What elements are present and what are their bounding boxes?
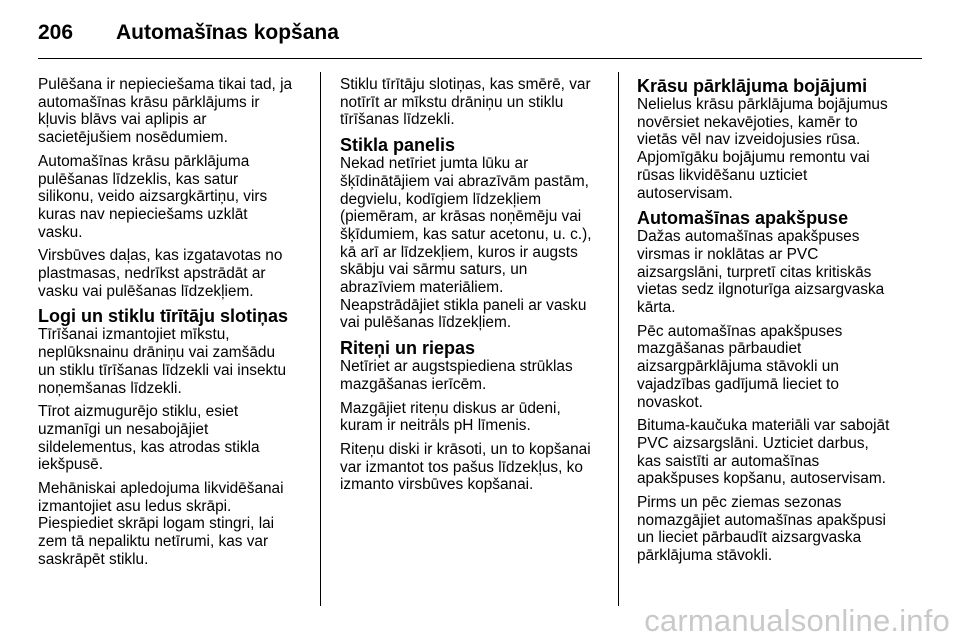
section-heading-underbody: Automašīnas apakšpuse [637, 208, 849, 229]
paragraph: Stiklu tīrītāju slotiņas, kas smērē, var notīrīt ar mīkstu drāniņu un stiklu tīrīšanas līdzekli. [340, 76, 591, 129]
paragraph: Bituma-kaučuka materiāli var sabojāt PVC aizsargslāni. Uzticiet darbus, kas saistīti ar automašīnas apakšpuses kopšanu, autoservisam. [637, 417, 890, 488]
column-3 [637, 76, 927, 571]
paragraph: Riteņu diski ir krāsoti, un to kopšanai var izmantot tos pašus līdzekļus, ko izmanto virsbūves kopšanai. [340, 440, 591, 494]
paragraph: Tīrot aizmugurējo stiklu, esiet uzmanīgi un nesabojājiet sildelementus, kas atrodas stikla iekšpusē. [38, 403, 260, 474]
section-heading-paint-damage: Krāsu pārklājuma bojājumi [637, 76, 868, 96]
paragraph: Pēc automašīnas apakšpuses mazgāšanas pārbaudiet aizsargpārklājuma stāvokli un vajadzības gadījumā lieciet to novaskot. [637, 322, 843, 411]
header-rule [38, 58, 922, 59]
column-divider [320, 72, 321, 606]
paragraph: Mazgājiet riteņu diskus ar ūdeni, kuram ir neitrāls pH līmenis. [340, 399, 561, 435]
paragraph: Pirms un pēc ziemas sezonas nomazgājiet automašīnas apakšpusi un lieciet pārbaudīt aizsargvaska pārklājuma stāvokli. [637, 494, 886, 565]
paragraph: Automašīnas krāsu pārklājuma pulēšanas līdzeklis, kas satur silikonu, veido aizsargkārtiņu, virs kuras nav nepieciešams uzklāt vasku. [38, 152, 268, 241]
column-1 [38, 76, 310, 575]
section-heading-wheels-tyres: Riteņi un riepas [340, 338, 476, 359]
watermark: carmanualsonline.info [644, 603, 950, 638]
paragraph: Tīrīšanai izmantojiet mīkstu, neplūksnainu drāniņu vai zamšādu un stiklu tīrīšanas līdzekli vai insektu noņemšanas līdzekli. [38, 326, 287, 397]
page-header [38, 16, 339, 50]
paragraph: Virsbūves daļas, kas izgatavotas no plastmasas, nedrīkst apstrādāt ar vasku vai pulēšanas līdzekļiem. [38, 247, 283, 300]
page-title: Automašīnas kopšana [116, 21, 339, 44]
column-divider [618, 72, 619, 606]
paragraph: Nekad netīriet jumta lūku ar šķīdinātājiem vai abrazīvām pastām, degvielu, kodīgiem līdzekļiem (piemēram, ar krāsas noņēmēju vai šķīdumiem, kas satur acetonu, u. c.), kā arī ar līdzekļiem, kuros ir augsts skābju vai sārmu saturs, un abrazīviem materiāliem. Neapstrādājiet stikla paneli ar vasku vai pulēšanas līdzekļiem. [340, 155, 592, 332]
paragraph: Netīriet ar augstspiediena strūklas mazgāšanas ierīcēm. [340, 358, 573, 393]
paragraph: Nelielus krāsu pārklājuma bojājumus novērsiet nekavējoties, kamēr to vietās vēl nav izveidojusies rūsa. Apjomīgāku bojājumu remontu vai rūsas likvidēšanu uzticiet autoservisam. [637, 96, 888, 202]
column-2 [340, 76, 612, 500]
section-heading-glass-panel: Stikla panelis [340, 135, 456, 156]
paragraph: Mehāniskai apledojuma likvidēšanai izmantojiet asu ledus skrāpi. Piespiediet skrāpi logam stingri, lai zem tā nepaliktu netīrumi, kas var saskrāpēt stiklu. [38, 480, 284, 568]
section-heading-windows-wipers: Logi un stiklu tīrītāju slotiņas [38, 306, 289, 327]
paragraph: Pulēšana ir nepieciešama tikai tad, ja automašīnas krāsu pārklājums ir kļuvis blāvs vai aplipis ar sacietējušiem nosēdumiem. [38, 76, 293, 147]
paragraph: Dažas automašīnas apakšpuses virsmas ir noklātas ar PVC aizsargslāni, turpretī citas kritiskās vietas sedz ilgnoturīga aizsargvaska kārta. [637, 228, 885, 317]
page-number: 206 [38, 21, 74, 44]
